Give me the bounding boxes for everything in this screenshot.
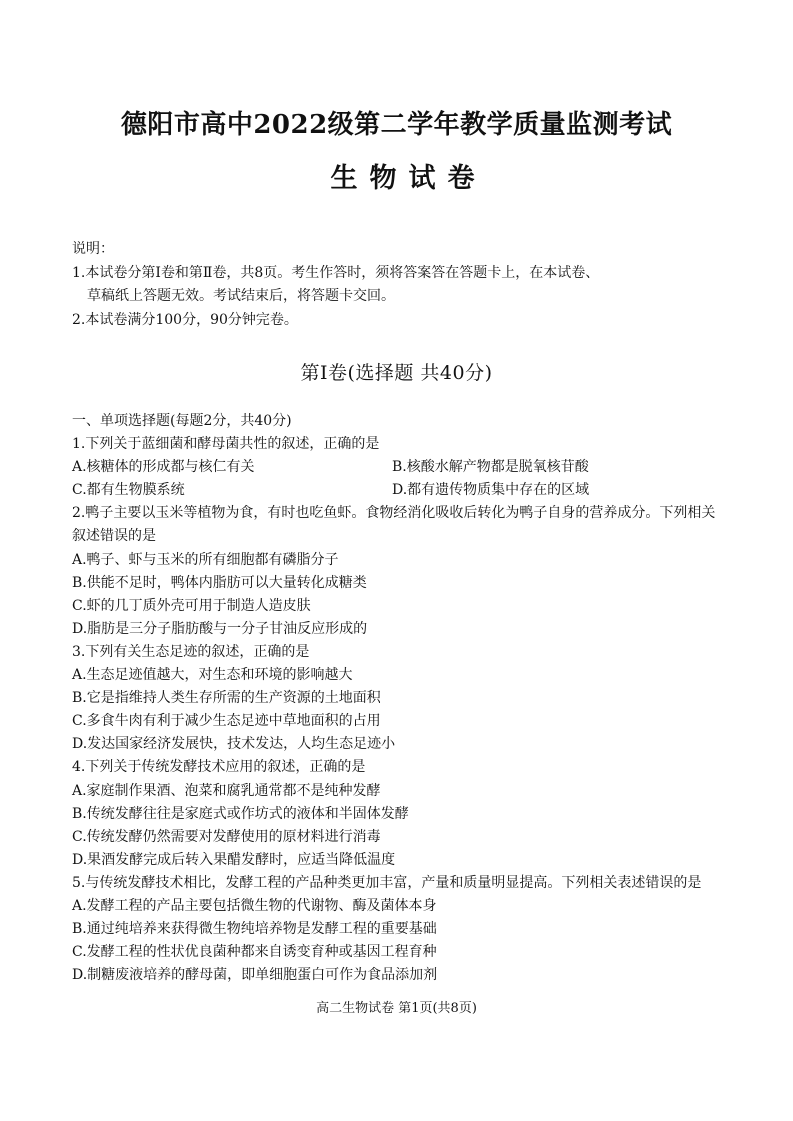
instructions-label: 说明： <box>72 241 114 257</box>
question-stem-3: 3.下列有关生态足迹的叙述，正确的是 <box>72 643 310 660</box>
question-2-option-a: A.鸭子、虾与玉米的所有细胞都有磷脂分子 <box>72 551 339 568</box>
instruction-item-1: 1.本试卷分第Ⅰ卷和第Ⅱ卷，共8页。考生作答时，须将答案答在答题卡上，在本试卷、 <box>72 264 600 281</box>
question-stem-5: 5.与传统发酵技术相比，发酵工程的产品种类更加丰富，产量和质量明显提高。下列相关表述错误的是 <box>72 874 702 891</box>
question-5-option-b: B.通过纯培养来获得微生物纯培养物是发酵工程的重要基础 <box>72 921 437 938</box>
question-stem-1: 1.下列关于蓝细菌和酵母菌共性的叙述，正确的是 <box>72 436 380 453</box>
question-5-option-a: A.发酵工程的产品主要包括微生物的代谢物、酶及菌体本身 <box>72 897 437 914</box>
question-2-option-c: C.虾的几丁质外壳可用于制造人造皮肤 <box>72 597 311 614</box>
section-heading: 一、单项选择题(每题2分，共40分) <box>72 413 292 429</box>
instruction-item-2: 2.本试卷满分100分，90分钟完卷。 <box>72 311 298 328</box>
question-1-option-d: D.都有遗传物质集中存在的区域 <box>392 482 590 499</box>
question-1-option-c: C.都有生物膜系统 <box>72 482 185 499</box>
question-4-option-a: A.家庭制作果酒、泡菜和腐乳通常都不是纯种发酵 <box>72 782 381 799</box>
question-3-option-c: C.多食牛肉有利于减少生态足迹中草地面积的占用 <box>72 713 381 730</box>
option-row <box>72 456 727 479</box>
question-4-option-d: D.果酒发酵完成后转入果醋发酵时，应适当降低温度 <box>72 851 396 868</box>
question-2-option-d: D.脂肪是三分子脂肪酸与一分子甘油反应形成的 <box>72 620 368 637</box>
question-5-option-d: D.制糖废液培养的酵母菌，即单细胞蛋白可作为食品添加剂 <box>72 967 438 984</box>
question-1-option-b: B.核酸水解产物都是脱氧核苷酸 <box>392 459 589 476</box>
question-2-option-b: B.供能不足时，鸭体内脂肪可以大量转化成糖类 <box>72 574 367 591</box>
question-1-option-a: A.核糖体的形成都与核仁有关 <box>72 459 255 476</box>
subject-title: 生物试卷 <box>330 163 487 194</box>
question-3-option-b: B.它是指维持人类生存所需的生产资源的土地面积 <box>72 690 381 707</box>
question-4-option-b: B.传统发酵往往是家庭式或作坊式的液体和半固体发酵 <box>72 805 409 822</box>
page-footer: 高二生物试卷 第1页(共8页) <box>316 1001 477 1016</box>
question-5-option-c: C.发酵工程的性状优良菌种都来自诱变育种或基因工程育种 <box>72 944 437 961</box>
option-row <box>72 479 727 502</box>
question-3-option-d: D.发达国家经济发展快，技术发达，人均生态足迹小 <box>72 736 396 753</box>
exam-title: 德阳市高中2022级第二学年教学质量监测考试 <box>120 110 673 140</box>
question-list <box>72 410 727 987</box>
instructions <box>72 238 742 332</box>
section-title: 第Ⅰ卷(选择题 共40分) <box>300 362 493 384</box>
question-stem-2: 2.鸭子主要以玉米等植物为食，有时也吃鱼虾。食物经消化吸收后转化为鸭子自身的营养成分。下列相关叙述错误的是 <box>72 505 716 545</box>
question-stem-4: 4.下列关于传统发酵技术应用的叙述，正确的是 <box>72 759 366 776</box>
instruction-item-1-cont: 草稿纸上答题无效。考试结束后，将答题卡交回。 <box>87 288 395 304</box>
question-4-option-c: C.传统发酵仍然需要对发酵使用的原材料进行消毒 <box>72 828 381 845</box>
question-3-option-a: A.生态足迹值越大，对生态和环境的影响越大 <box>72 667 353 684</box>
